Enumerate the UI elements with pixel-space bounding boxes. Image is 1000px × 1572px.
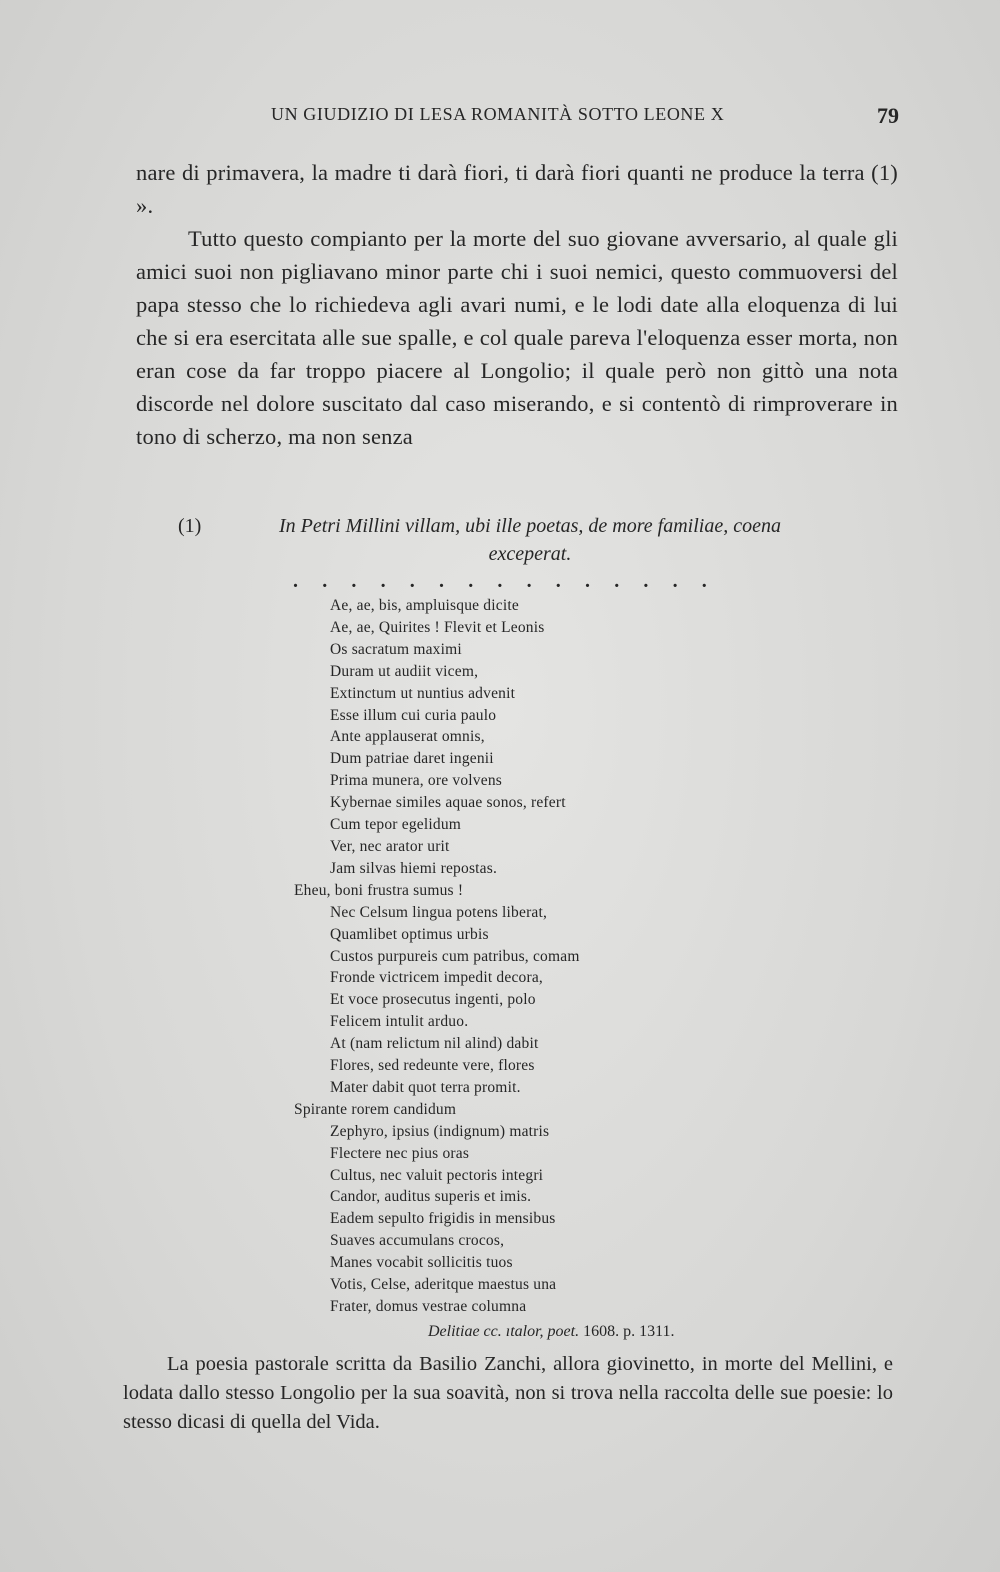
- poem-line: Flores, sed redeunte vere, flores: [330, 1057, 535, 1075]
- citation: [428, 1323, 674, 1341]
- poem-line: Manes vocabit sollicitis tuos: [330, 1254, 513, 1272]
- footnote-title: In Petri Millini villam, ubi ille poetas, de more familiae, coena exceperat.: [279, 515, 781, 565]
- paragraph: Tutto questo compianto per la morte del suo giovane avversario, al quale gli amici suoi non pigliavano minor parte chi i suoi nemici, questo commuoversi del papa stesso che lo richiedeva agli avari numi, e le lodi date alla eloquenza di lui che si era esercitata alle sue spalle, e col quale pareva l'eloquenza esser morta, non eran cose da far troppo piacere al Longolio; il quale però non gittò una nota discorde nel dolore suscitato dal caso miserando, e si contentò di rimproverare in tono di scherzo, ma non senza: [136, 226, 898, 449]
- poem-line: Spirante rorem candidum: [294, 1100, 457, 1118]
- poem-line: Ver, nec arator urit: [330, 837, 450, 855]
- page-header: [0, 104, 905, 134]
- poem-line: Kybernae similes aquae sonos, refert: [330, 794, 566, 812]
- poem-line: Felicem intulit arduo.: [330, 1013, 469, 1031]
- paragraph: La poesia pastorale scritta da Basilio Zanchi, allora giovinetto, in morte del Mellini, e lodata dallo stesso Longolio per la sua soavità, non si trova nella raccolta delle sue poesie: lo stesso dicasi di quella del Vida.: [123, 1353, 893, 1433]
- poem-line: Frater, domus vestrae columna: [330, 1298, 527, 1315]
- poem-line: Eheu, boni frustra sumus !: [294, 881, 464, 899]
- page-number: 79: [877, 103, 899, 128]
- poem-line: Candor, auditus superis et imis.: [330, 1188, 532, 1206]
- footnote-marker: (1): [178, 515, 202, 537]
- poem-line: Dum patriae daret ingenii: [330, 750, 494, 768]
- closing-text: [123, 1350, 893, 1437]
- poem-line: Prima munera, ore volvens: [330, 772, 503, 790]
- poem-line: Os sacratum maximi: [330, 640, 462, 658]
- poem-line: Ae, ae, bis, ampluisque dicite: [330, 597, 519, 614]
- running-title: UN GIUDIZIO DI LESA ROMANITÀ SOTTO LEONE X: [271, 104, 725, 124]
- citation-source: Delitiae cc. ıtalor, poet.: [428, 1323, 580, 1340]
- poem: [290, 595, 790, 1318]
- poem-line: Ante applauserat omnis,: [330, 728, 485, 746]
- poem-line: Mater dabit quot terra promit.: [330, 1078, 521, 1096]
- poem-line: Quamlibet optimus urbis: [330, 925, 489, 943]
- poem-line: Duram ut audiit vicem,: [330, 662, 479, 680]
- poem-line: Custos purpureis cum patribus, comam: [330, 947, 580, 965]
- poem-line: Eadem sepulto frigidis in mensibus: [330, 1210, 556, 1228]
- citation-details: 1608. p. 1311.: [583, 1323, 675, 1340]
- ellipsis-dots: . . . . . . . . . . . . . . .: [293, 570, 717, 592]
- poem-line: Suaves accumulans crocos,: [330, 1232, 505, 1250]
- poem-line: Ae, ae, Quirites ! Flevit et Leonis: [330, 618, 545, 636]
- poem-line: Zephyro, ipsius (indignum) matris: [330, 1122, 550, 1140]
- poem-line: Cultus, nec valuit pectoris integri: [330, 1166, 544, 1184]
- poem-line: Jam silvas hiemi repostas.: [330, 859, 498, 877]
- paragraph: nare di primavera, la madre ti darà fiori, ti darà fiori quanti ne produce la terra (1) ».: [136, 160, 898, 218]
- poem-line: Nec Celsum lingua potens liberat,: [330, 903, 548, 921]
- poem-line: Cum tepor egelidum: [330, 816, 462, 834]
- poem-line: Votis, Celse, aderitque maestus una: [330, 1276, 557, 1294]
- poem-line: Flectere nec pius oras: [330, 1144, 470, 1162]
- poem-line: Esse illum cui curia paulo: [330, 706, 497, 724]
- poem-line: At (nam relictum nil alind) dabit: [330, 1035, 539, 1053]
- poem-line: Extinctum ut nuntius advenit: [330, 684, 516, 702]
- poem-line: Fronde victricem impedit decora,: [330, 969, 543, 987]
- poem-line: Et voce prosecutus ingenti, polo: [330, 991, 536, 1009]
- body-text: [136, 156, 898, 453]
